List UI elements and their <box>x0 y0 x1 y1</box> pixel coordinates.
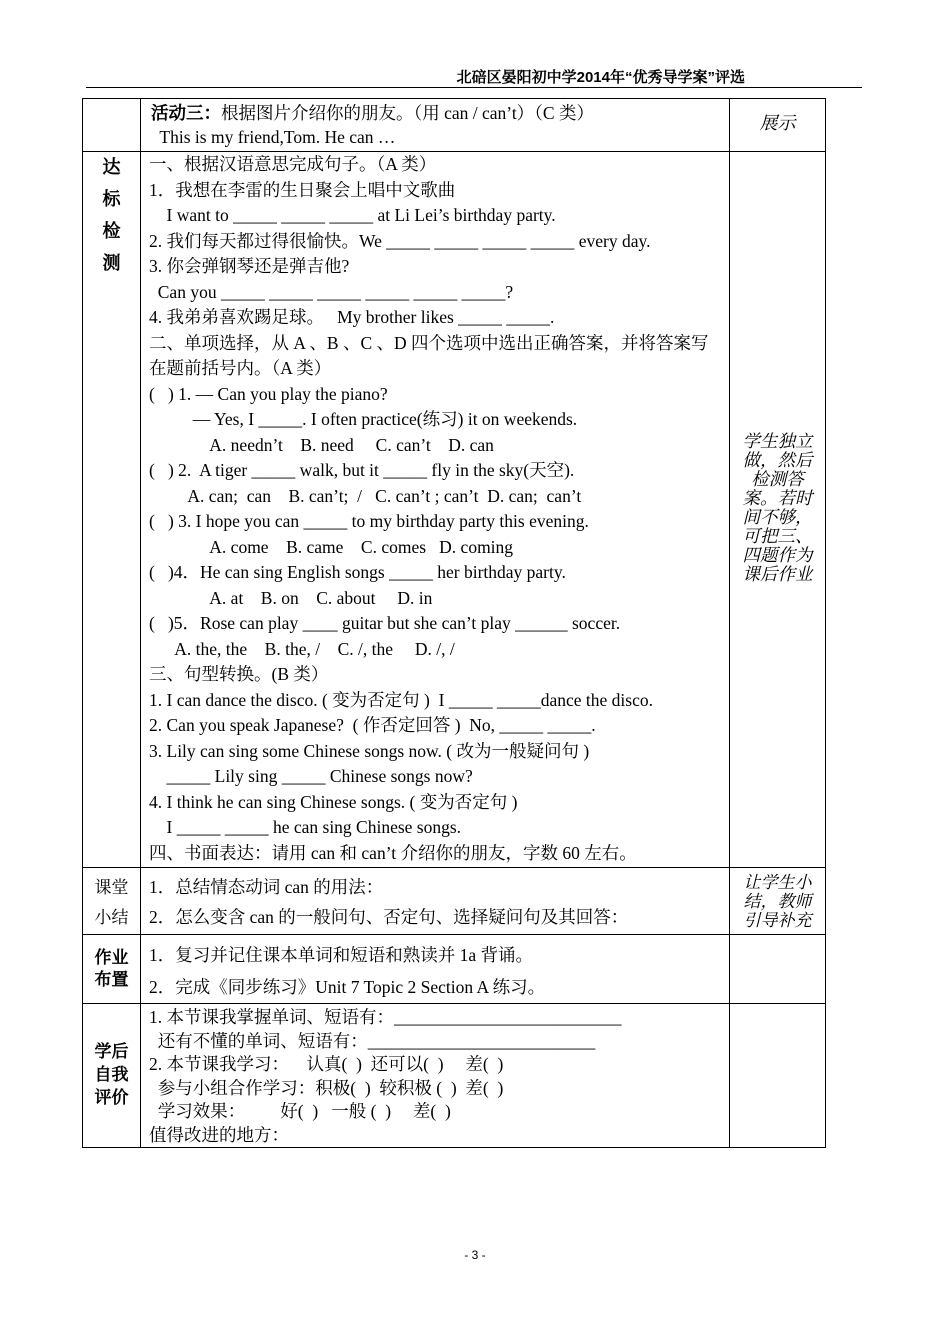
summary-label-cell <box>83 868 141 935</box>
test-line: A. the, the B. the, / C. /, the D. /, / <box>149 638 455 659</box>
activity-note: 展示 <box>759 113 796 133</box>
row-test <box>83 152 826 868</box>
test-line: A. come B. came C. comes D. coming <box>149 536 514 557</box>
eval-line: 1. 本节课我掌握单词、短语有：__________________________ <box>149 1007 622 1027</box>
summary-item: 2．怎么变含 can 的一般问句、否定句、选择疑问句及其回答： <box>149 907 629 927</box>
eval-line: 还有不懂的单词、短语有：__________________________ <box>149 1030 596 1051</box>
test-line: 四、书面表达：请用 can 和 can’t 介绍你的朋友，字数 60 左右。 <box>149 842 637 863</box>
summary-label: 课堂 小结 <box>94 878 129 928</box>
test-line: 3. Lily can sing some Chinese songs now. ( 改为一般疑问句 ) <box>149 740 590 761</box>
eval-line: 学习效果： 好( ) 一般 ( ) 差( ) <box>149 1101 451 1121</box>
test-line: 一、根据汉语意思完成句子。（A 类） <box>149 154 437 174</box>
summary-note-cell <box>730 868 826 935</box>
row-activity <box>83 99 826 152</box>
activity-note-cell <box>730 99 826 152</box>
homework-content <box>141 935 730 1004</box>
test-content <box>141 152 730 868</box>
summary-note: 让学生小 结，教师 引导补充 <box>743 873 812 930</box>
homework-item: 1．复习并记住课本单词和短语和熟读并 1a 背诵。 <box>149 945 534 965</box>
test-line: 3. 你会弹钢琴还是弹吉他? <box>149 256 350 276</box>
eval-line: 值得改进的地方： <box>149 1124 289 1145</box>
test-line: ( ) 3. I hope you can _____ to my birthday party this evening. <box>149 511 589 531</box>
lesson-table <box>82 98 826 1148</box>
summary-content <box>141 868 730 935</box>
activity-example: This is my friend,Tom. He can … <box>151 127 396 147</box>
eval-note-cell <box>730 1004 826 1148</box>
test-line: 2. Can you speak Japanese? ( 作否定回答 ) No, _____ _____. <box>149 715 596 735</box>
test-note-line: 课后作业 <box>742 564 813 584</box>
eval-label: 学后 自我 评价 <box>94 1042 129 1108</box>
test-note-line: 学生独立 <box>742 431 813 451</box>
row-homework <box>83 935 826 1004</box>
test-line: _____ Lily sing _____ Chinese songs now? <box>149 766 473 786</box>
row-eval <box>83 1004 826 1148</box>
eval-lines <box>149 1006 729 1147</box>
activity-title: 活动三： <box>151 103 221 123</box>
test-line: ( ) 2. A tiger _____ walk, but it _____ fly in the sky(天空). <box>149 460 575 480</box>
test-line: 二、单项选择，从 A 、B 、C 、D 四个选项中选出正确答案，并将答案写 <box>149 332 709 353</box>
homework-note-cell <box>730 935 826 1004</box>
test-line: A. can; can B. can’t; / C. can’t ; can’t D. can; can’t <box>149 485 582 506</box>
eval-line: 参与小组合作学习：积极( ) 较积极 ( ) 差( ) <box>149 1077 504 1098</box>
header-rule <box>86 87 862 88</box>
test-line: ( ) 1. — Can you play the piano? <box>149 383 388 404</box>
header-title: 北碚区晏阳初中学2014年“优秀导学案”评选 <box>456 69 745 86</box>
test-note <box>730 432 825 584</box>
activity-label-cell <box>83 99 141 152</box>
eval-label-cell <box>83 1004 141 1148</box>
homework-label: 作业 布置 <box>94 948 129 990</box>
test-line: 1．我想在李雷的生日聚会上唱中文歌曲 <box>149 179 456 200</box>
test-line: ( )4．He can sing English songs _____ her birthday party. <box>149 562 566 582</box>
test-line: ( )5．Rose can play ____ guitar but she can’t play ______ soccer. <box>149 613 621 633</box>
test-label-cell <box>83 152 141 868</box>
activity-content <box>141 99 730 152</box>
test-line: A. needn’t B. need C. can’t D. can <box>149 434 494 455</box>
test-line: 在题前括号内。（A 类） <box>149 358 332 378</box>
homework-label-cell <box>83 935 141 1004</box>
test-lines <box>149 152 729 866</box>
test-note-line: 检测答 <box>751 469 804 489</box>
test-note-line: 四题作为 <box>742 545 813 565</box>
test-line: 4. I think he can sing Chinese songs. ( 变为否定句 ) <box>149 791 518 812</box>
test-line: 三、句型转换。(B 类） <box>149 664 329 684</box>
activity-instruction: 根据图片介绍你的朋友。（用 can / can’t）（C 类） <box>221 103 594 123</box>
test-line: I want to _____ _____ _____ at Li Lei’s birthday party. <box>149 205 556 225</box>
test-note-line: 间不够， <box>742 507 813 527</box>
test-note-line: 做，然后 <box>742 450 813 470</box>
test-line: — Yes, I _____. I often practice(练习) it on weekends. <box>149 409 578 429</box>
test-note-line: 可把三、 <box>742 526 813 546</box>
page-number: - 3 - <box>464 1248 486 1262</box>
eval-line: 2. 本节课我学习： 认真( ) 还可以( ) 差( ) <box>149 1054 504 1074</box>
test-note-cell <box>730 152 826 868</box>
test-line: Can you _____ _____ _____ _____ _____ _____? <box>149 281 514 302</box>
row-summary <box>83 868 826 935</box>
eval-content <box>141 1004 730 1148</box>
test-line: 1. I can dance the disco. ( 变为否定句 ) I _____ _____dance the disco. <box>149 689 653 710</box>
test-note-line: 案。若时 <box>742 488 813 508</box>
summary-item: 1．总结情态动词 can 的用法： <box>149 877 384 897</box>
test-line: A. at B. on C. about D. in <box>149 587 433 608</box>
test-line: 2. 我们每天都过得很愉快。We _____ _____ _____ _____ every day. <box>149 230 651 251</box>
test-line: I _____ _____ he can sing Chinese songs. <box>149 817 462 837</box>
test-line: 4. 我弟弟喜欢踢足球。 My brother likes _____ _____. <box>149 307 555 327</box>
test-label: 达 标 检 测 <box>102 157 121 274</box>
homework-item: 2．完成《同步练习》Unit 7 Topic 2 Section A 练习。 <box>149 977 546 997</box>
